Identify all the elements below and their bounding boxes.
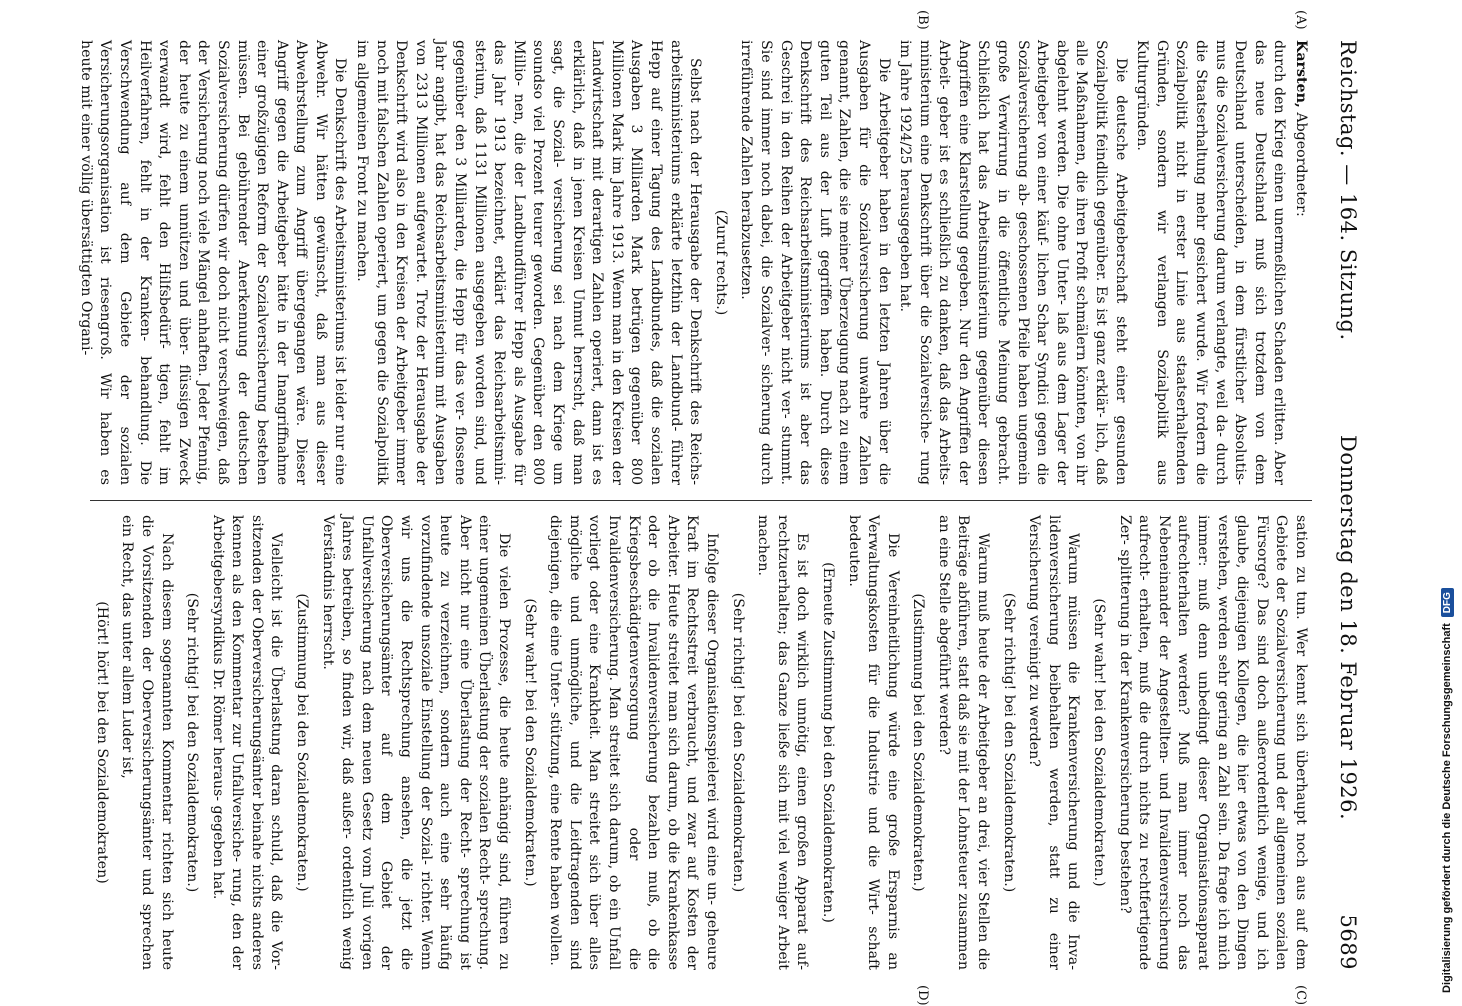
margin-letter-d: (D)	[915, 985, 930, 1006]
interjection: (Zuruf rechts.)	[712, 209, 729, 316]
column-divider	[90, 500, 1312, 501]
header-left: Reichstag. — 164. Sitzung.	[1336, 40, 1360, 341]
paragraph: Es ist doch wirklich unnötig, einen großen Apparat auf- rechtzuerhalten; das Ganze ließe sich mit viel weniger Arbeit machen.	[755, 515, 811, 970]
page-header	[1320, 40, 1360, 970]
margin-letter-a: (A)	[1293, 10, 1308, 30]
attribution-text: Digitalisierung gefördert durch die Deutsche Forschungsgemeinschaft	[1441, 623, 1453, 993]
dfg-logo-icon: DFG	[1441, 588, 1454, 617]
header-date: Donnerstag den 18. Februar 1926.	[1336, 435, 1360, 821]
speaker-role: Abgeordneter:	[1293, 112, 1309, 217]
interjection: (Zustimmung bei den Sozialdemokraten.)	[294, 593, 311, 892]
paragraph: Die deutsche Arbeitgeberschaft steht einer gesunden Sozialpolitik feindlich gegenüber. Es ist ganz erklär- lich, daß alle Maßnahmen, die ihren Profit schmälern könnten, von ihr abgelehnt werden. Die ohne Unter- laß aus dem Lager der Arbeitgeber von einer käuf- lichen Schar Syndici gegen die Sozialversicherung ab- geschossenen Pfeile haben ungemein große Verwirrung in die öffentliche Meinung gebracht. Schließlich hat das Arbeitsministerium gegenüber diesen Angriffen eine Klarstellung gegeben. Nur den Angriffen der Arbeit- geber ist es schließlich zu danken, daß das Arbeits- ministerium eine Denkschrift über die Sozialversiche- rung im Jahre 1924/25 herausgegeben hat.	[897, 40, 1129, 485]
rotated-document	[60, 0, 1400, 1006]
page-number: 5689	[1336, 914, 1360, 970]
speaker-name: Karsten,	[1293, 40, 1309, 108]
paragraph: Infolge dieser Organisationsspielerei wird eine un- geheure Kraft im Rechtsstreit verbraucht, und zwar auf Kosten der Arbeiter. Heute streitet man sich darum, ob die Krankenkasse oder ob die Invalidenversicherung bezahlen muß, ob die Kriegsbeschädigtenversorgung oder die Invalidenversicherung. Man streitet sich darum, ob ein Unfall vorliegt oder eine Krankheit. Man streitet sich über alles mögliche und unmögliche, und die Leidtragenden sind diejenigen, die eine Unter- stützung, eine Rente haben wollen.	[547, 515, 720, 970]
attribution-rotated	[1432, 8, 1462, 993]
attribution-strip	[1402, 8, 1453, 993]
paragraph: Nach diesem sogenannten Kommentar richten sich heute die Vorsitzenden der Oberversicherungsämter und sprechen ein Recht, das unter allem Luder ist,	[119, 515, 175, 970]
margin-letter-c: (C)	[1293, 985, 1308, 1006]
paragraph: Warum muß heute der Arbeitgeber an drei, vier Stellen die Beiträge abführen, statt daß sie mit der Lohnsteuer zusammen an eine Stelle abgeführt werden?	[935, 515, 992, 970]
speaker-line	[1290, 40, 1310, 485]
interjection: (Hört! hört! bei den Sozialdemokraten)	[93, 601, 110, 884]
interjection: (Zustimmung bei den Sozialdemokraten.)	[910, 593, 927, 892]
margin-letter-b: (B)	[915, 10, 930, 30]
paragraph: sation zu tun. Wer kennt sich überhaupt noch aus auf dem Gebiete der Sozialversicherung und der allgemeinen sozialen Fürsorge? Das sind doch außerordentlich wenige, und ich glaube, diejenigen Kollegen, die hier etwas von den Dingen verstehen, werden sehr gering an Zahl sein. Da frage ich mich immer: muß denn unbedingt dieser Organisationsapparat aufrechterhalten werden? Muß man immer noch das Nebeneinander der Angestellten- und Invalidenversicherung aufrecht- erhalten, muß die durch nichts zu rechtfertigende Zer- splitterung in der Krankenversicherung bestehen?	[1116, 515, 1309, 970]
paragraph: Vielleicht ist die Überlastung daran schuld, daß die Vor- sitzenden der Oberversicherungsämter beinahe nichts anderes kennen als den Kommentar zur Unfallversiche- rung, den der Arbeitgebersyndikus Dr. Römer heraus- gegeben hat.	[209, 515, 285, 970]
interjection: (Sehr richtig! bei den Sozialdemokraten.)	[1000, 592, 1017, 893]
interjection: (Sehr wahr! bei den Sozialdemokraten.)	[1091, 598, 1108, 887]
paragraph: Die vielen Prozesse, die heute anhängig sind, führen zu einer ungemeinen Überlastung der sozialen Recht- sprechung. Aber nicht nur eine Überlastung der Recht- sprechung ist heute zu verzeichnen, sondern auch eine sehr häufig vorzufindende unsoziale Einstellung der Sozial- richter. Wenn wir uns die Rechtsprechung ansehen, die jetzt die Oberversicherungsämter auf dem Gebiet der Unfallversicherung nach dem neuen Gesetz vom Juli vorigen Jahres betreiben, so finden wir, daß außer- ordentlich wenig Verständnis herrscht.	[319, 515, 513, 970]
interjection: (Erneute Zustimmung bei den Sozialdemokraten.)	[819, 562, 836, 923]
paragraph: Die Arbeitgeber haben in den letzten Jahren über die Ausgaben für die Sozialversicherung unwahre Zahlen genannt, Zahlen, die sie meiner Überzeugung nach zu einem guten Teil aus der Luft gegriffen haben. Durch diese Denkschrift des Reichsarbeitsministeriums ist aber das Geschrei in den Reihen der Arbeitgeber nicht ver- stummt. Sie sind immer noch dabei, die Sozialver- sicherung durch irreführende Zahlen herabzusetzen.	[738, 40, 892, 485]
paragraph: Warum müssen die Krankenversicherung und die Inva- lidenversicherung beibehalten werden, statt zu einer Versicherung vereinigt zu werden?	[1026, 515, 1082, 970]
left-column	[77, 40, 1310, 485]
paragraph: Selbst nach der Herausgabe der Denkschrift des Reichs- arbeitsministeriums erklärte letzthin der Landbund- führer Hepp auf einer Tagung des Landbundes, daß die sozialen Ausgaben 3 Milliarden Mark betrügen gegenüber 800 Millionen Mark im Jahre 1913. Wenn man in den Kreisen der Landwirtschaft mit derartigen Zahlen operiert, dann ist es erklärlich, daß in jenen Kreisen Unmut herrscht, daß man sagt, die Sozial- versicherung sei nach dem Kriege um soundso viel Prozent teurer geworden. Gegenüber den 800 Millio- nen, die der Landbundführer Hepp als Ausgabe für das Jahr 1913 bezeichnet, erklärt das Reichsarbeitsmini- sterium, daß 1131 Millionen ausgegeben worden sind, und gegenüber den 3 Milliarden, die Hepp für das ver- flossene Jahr angibt, hat das Reichsarbeitsministerium mit Ausgaben von 2313 Millionen aufgewartet. Trotz der Herausgabe der Denkschrift wird also in den Kreisen der Arbeitgeber immer noch mit falschen Zahlen operiert, um gegen die Sozialpolitik im allgemeinen Front zu machen.	[354, 40, 704, 485]
interjection: (Sehr wahr! bei den Sozialdemokraten.)	[521, 598, 538, 887]
paragraph: Die Denkschrift des Arbeitsministeriums ist leider nur eine Abwehr. Wir hätten gewünscht, daß man aus dieser Abwehrstellung zum Angriff übergegangen wäre. Dieser Angriff gegen die Arbeitgeber hätte in der Inangriffnahme einer großzügigen Reform der Sozialversicherung bestehen müssen. Bei gebührender Anerkennung der deutschen Sozialversicherung dürfen wir doch nicht verschweigen, daß der Versicherung noch viele Mängel anhaften. Jeder Pfennig, der heute zu einem unnützen und über- flüssigen Zweck verwandt wird, fehlt den Hilfsbedürf- tigen, fehlt im Heilverfahren, fehlt in der Kranken- behandlung. Die Verschwendung auf dem Gebiete der sozialen Versicherungsorganisation ist riesengroß. Wir haben es heute mit einer völlig übersättigten Organi-	[77, 40, 349, 485]
paragraph: Die Vereinheitlichung würde eine große Ersparnis an Verwaltungskosten für die Industrie und die Wirt- schaft bedeuten.	[845, 515, 901, 970]
paragraph: durch den Krieg einen unermeßlichen Schaden erlitten. Aber das neue Deutschland muß sich trotzdem von dem Deutschland unterscheiden, in dem fürstlicher Absolutis- mus die Sozialversicherung darum verlangte, weil da- durch die Staatserhaltung mehr gesichert wurde. Wir fordern die Sozialpolitik nicht in erster Linie aus staatserhaltenden Gründen, sondern wir verlangen Sozialpolitik aus Kulturgründen.	[1134, 40, 1288, 485]
interjection: (Sehr richtig! bei den Sozialdemokraten.)	[184, 592, 201, 893]
right-column	[90, 515, 1310, 970]
interjection: (Sehr richtig! bei den Sozialdemokraten.)	[729, 592, 746, 893]
